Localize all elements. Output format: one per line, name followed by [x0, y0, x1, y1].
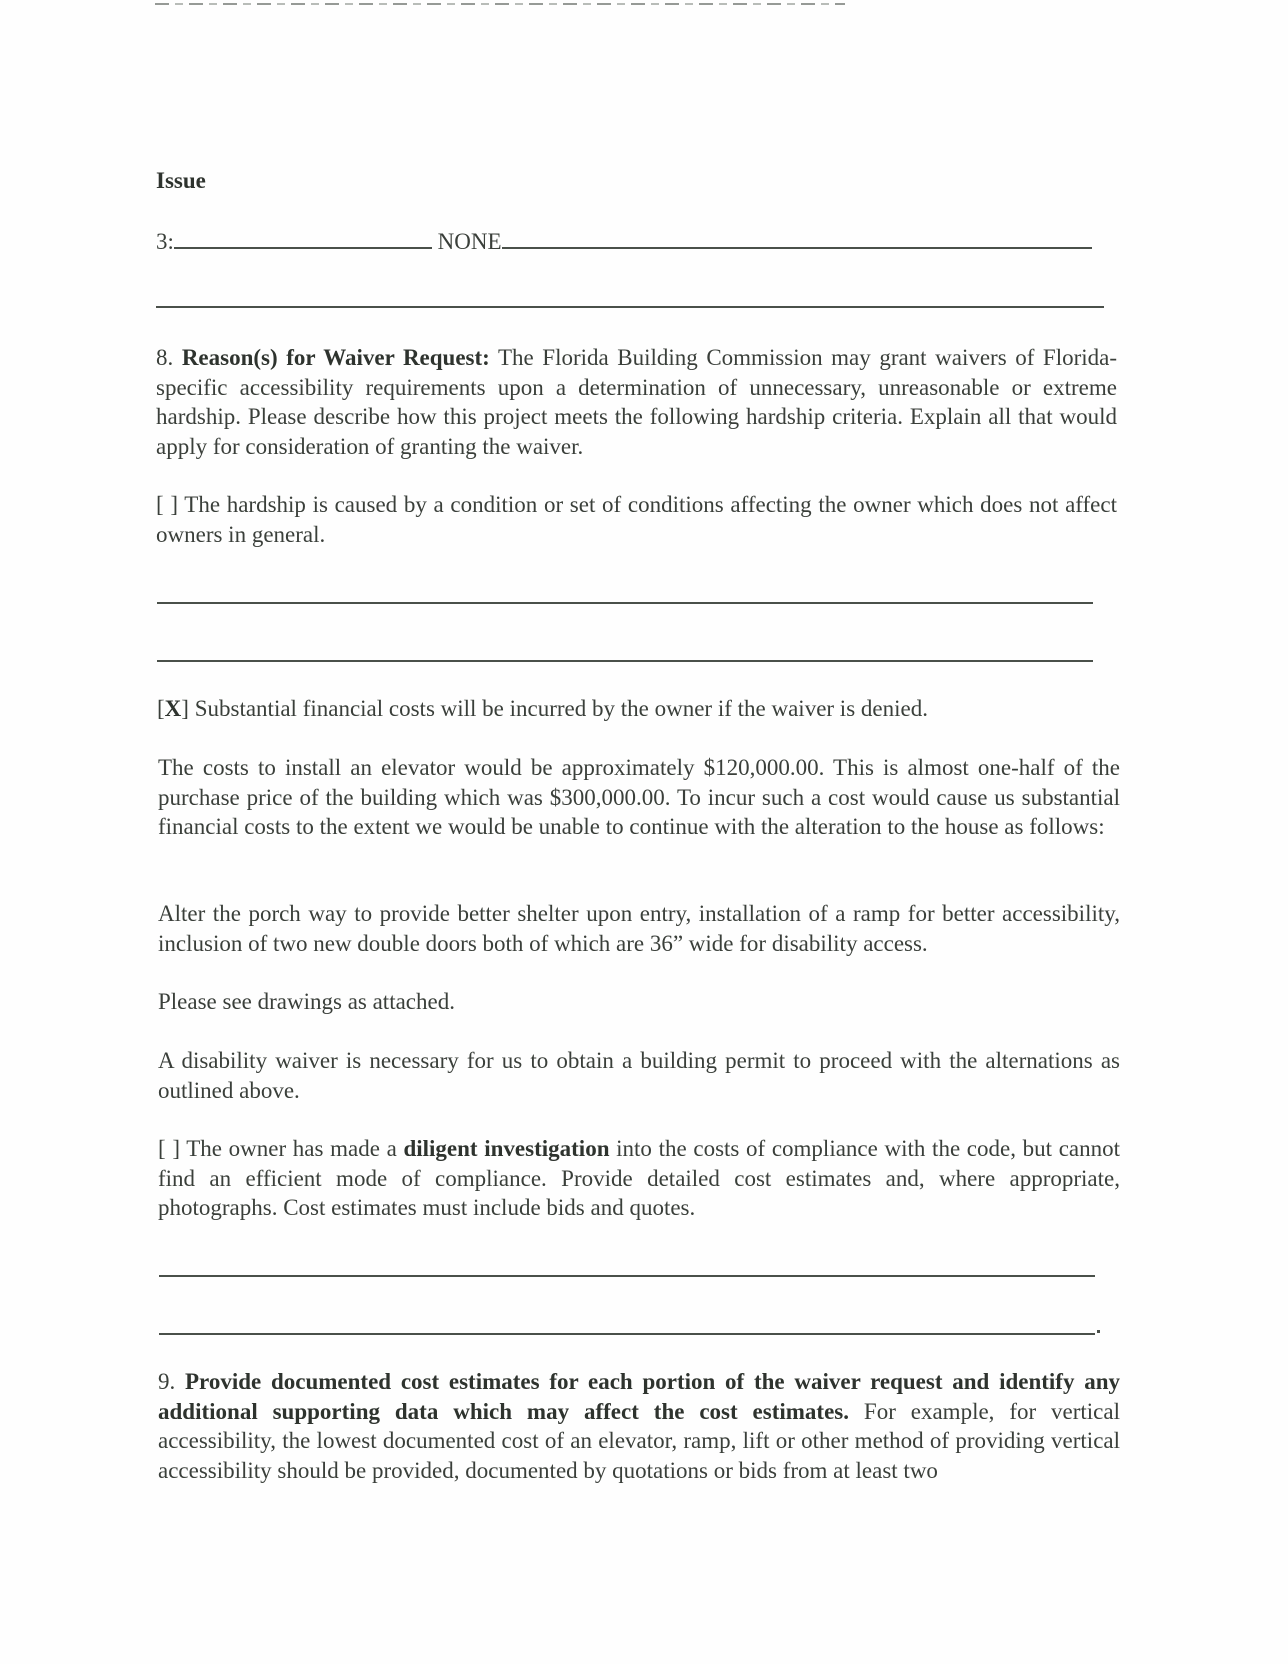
- criterion-1-text: The hardship is caused by a condition or set of conditions affecting the owner which does not affect owners in general.: [156, 492, 1117, 547]
- bracket-close: ]: [181, 696, 189, 721]
- financial-response-paragraph-4: A disability waiver is necessary for us to obtain a building permit to proceed with the alternations as outlined above.: [158, 1048, 1120, 1103]
- criterion-3-answer-line-1[interactable]: [159, 1275, 1095, 1277]
- financial-response-paragraph-1: The costs to install an elevator would be approximately $120,000.00. This is almost one-half of the purchase price of the building which was $300,000.00. To incur such a cost would cause us substantial financial costs to the extent we would be unable to continue with the alteration to the house as follows:: [158, 755, 1120, 839]
- financial-response-paragraph-2: Alter the porch way to provide better shelter upon entry, installation of a ramp for better accessibility, inclusion of two new double doors both of which are 36” wide for disability access.: [158, 901, 1120, 956]
- criterion-3-text-after: into the costs of compliance with the code, but cannot find an efficient mode of compliance. Provide detailed cost estimates and, where appropriate, photographs. Cost estimates must include bids and quotes.: [158, 1136, 1120, 1220]
- criterion-1-checkbox[interactable]: [ ]: [156, 492, 178, 517]
- section-9-title: Provide documented cost estimates for each portion of the waiver request and identify any additional supporting data which may affect the cost estimates.: [158, 1369, 1120, 1424]
- issue-3-row: [156, 225, 1092, 257]
- scan-artifact-top-line: [155, 3, 845, 5]
- issue-extra-line[interactable]: [156, 306, 1104, 308]
- criterion-financial-cost: [157, 694, 1118, 724]
- criterion-3-text-bold: diligent investigation: [403, 1136, 610, 1161]
- criterion-2-checkbox[interactable]: [157, 696, 189, 721]
- criterion-3-text-before: The owner has made a: [186, 1136, 397, 1161]
- section-8-title: Reason(s) for Waiver Request:: [181, 345, 490, 370]
- issue-blank-line[interactable]: [174, 225, 432, 249]
- section-8-intro-text: The Florida Building Commission may grant waivers of Florida-specific accessibility requirements upon a determination of unnecessary, unreasonable or extreme hardship. Please describe how this project meets the following hardship criteria. Explain all that would apply for consideration of granting the waiver.: [156, 345, 1118, 459]
- criterion-1-answer-line-2[interactable]: [157, 660, 1093, 662]
- criterion-1-answer-line-1[interactable]: [157, 602, 1093, 604]
- checkbox-x-mark: X: [164, 696, 182, 721]
- criterion-3-checkbox[interactable]: [ ]: [158, 1136, 180, 1161]
- financial-response-paragraph-3: Please see drawings as attached.: [158, 989, 455, 1014]
- issue-value[interactable]: NONE: [437, 229, 502, 254]
- issue-number-label: 3:: [156, 229, 174, 254]
- criterion-2-text: Substantial financial costs will be incurred by the owner if the waiver is denied.: [194, 696, 928, 721]
- section-9-body: For example, for vertical accessibility, the lowest documented cost of an elevator, ramp, lift or other method of providing vertical accessibility should be provided, documented by quotations or bids from at least two: [158, 1398, 1120, 1483]
- section-9: [158, 1367, 1120, 1485]
- criterion-diligent-investigation: [158, 1134, 1120, 1223]
- section-8-intro: [156, 343, 1117, 461]
- section-9-number: 9.: [158, 1369, 176, 1394]
- criterion-owner-condition: [156, 490, 1117, 549]
- section-8-number: 8.: [156, 345, 174, 370]
- answer-line-period: [1097, 1330, 1100, 1333]
- bracket-open: [: [157, 696, 165, 721]
- issue-value-line[interactable]: [502, 225, 1092, 249]
- criterion-3-answer-line-2[interactable]: [159, 1333, 1095, 1335]
- issue-heading: Issue: [156, 168, 206, 193]
